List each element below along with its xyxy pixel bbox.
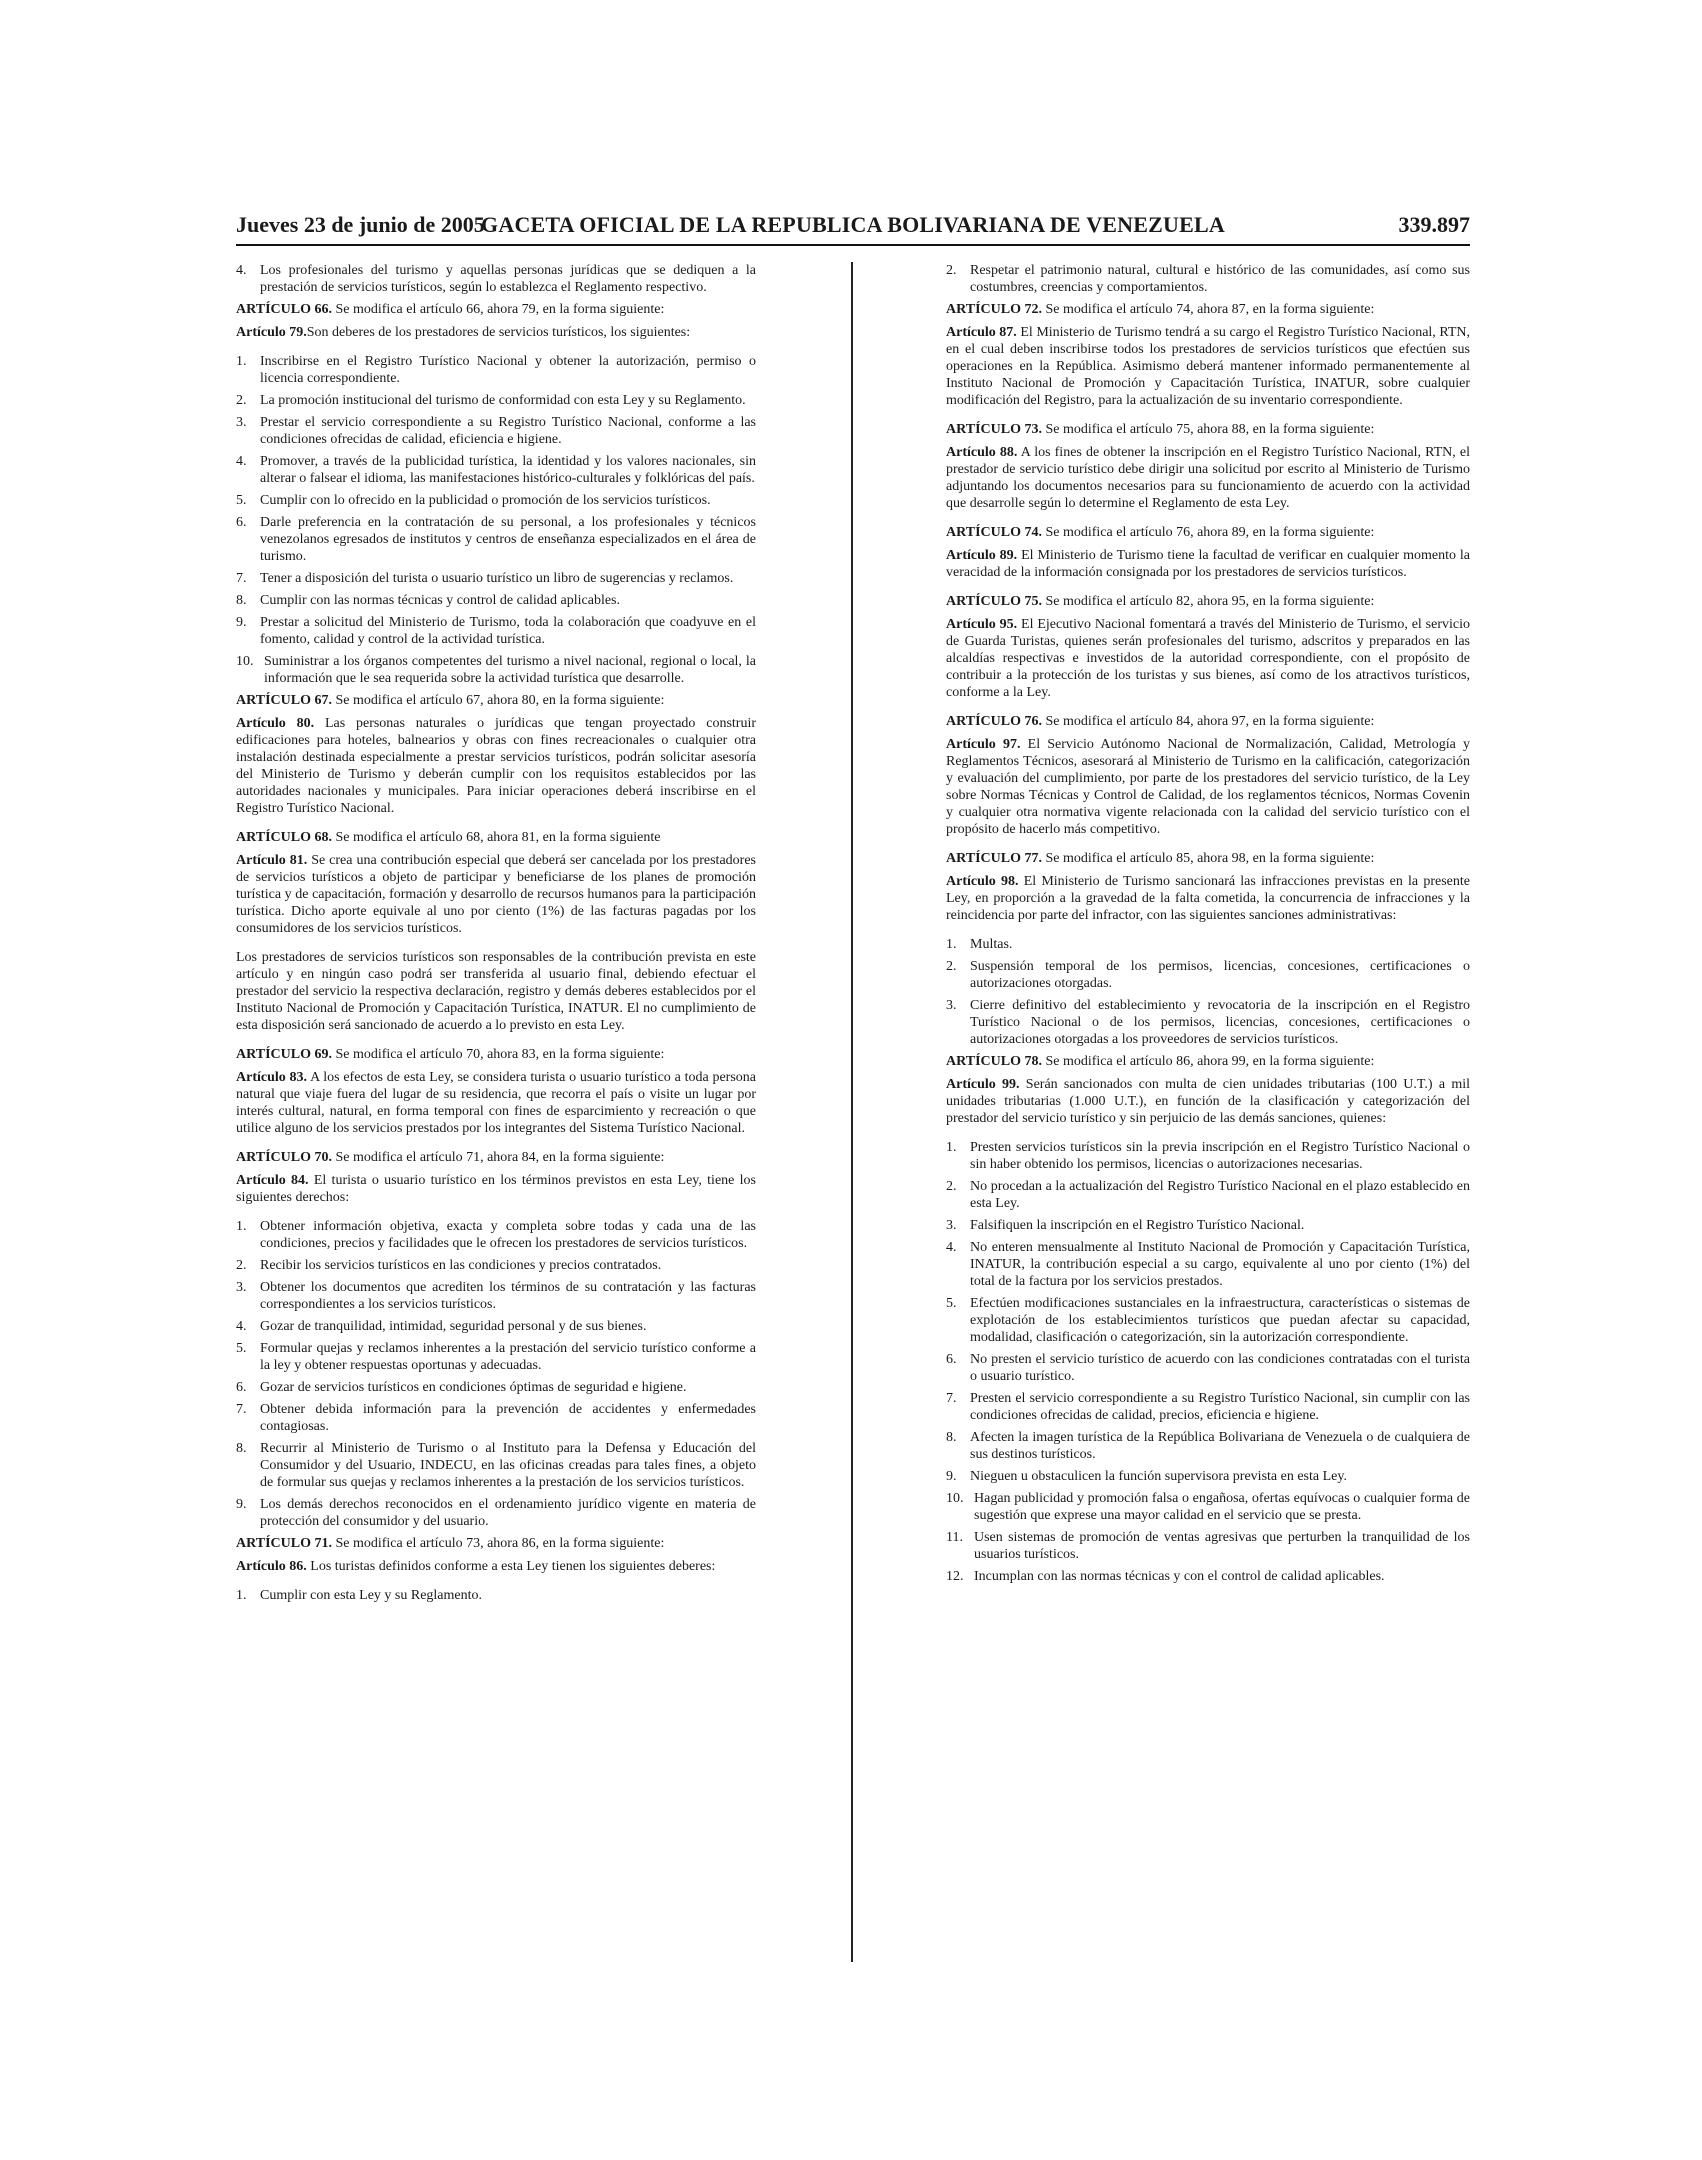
article-text: Se modifica el artículo 67, ahora 80, en la forma siguiente:: [331, 693, 665, 708]
list-item-text: Cumplir con lo ofrecido en la publicidad o promoción de los servicios turísticos.: [260, 493, 711, 508]
article-text: A los fines de obtener la inscripción en el Registro Turístico Nacional, RTN, el prestador de servicio turístico debe dirigir una solicitud por escrito al Ministerio de Turismo adjuntando los documentos necesarios para su funcionamiento de acuerdo con la actividad que desarrolle según lo determine el Reglamento de esta Ley.: [946, 445, 1470, 511]
list-item-text: Presten servicios turísticos sin la previa inscripción en el Registro Turístico Nacional o sin haber obtenido los permisos, licencias o autorizaciones necesarias.: [970, 1140, 1470, 1172]
article-label: Artículo 98.: [946, 874, 1019, 889]
article-text: El turista o usuario turístico en los términos previstos en esta Ley, tiene los siguientes derechos:: [236, 1173, 756, 1205]
list-item-text: Obtener debida información para la prevención de accidentes y enfermedades contagiosas.: [260, 1402, 756, 1434]
article-label: Artículo 79.: [236, 325, 307, 340]
list-item-text: La promoción institucional del turismo de conformidad con esta Ley y su Reglamento.: [260, 393, 746, 408]
article-text: Se modifica el artículo 66, ahora 79, en la forma siguiente:: [331, 302, 665, 317]
article-heading-label: ARTÍCULO 67.: [236, 693, 332, 708]
list-item: [236, 514, 756, 565]
list-item-text: Gozar de servicios turísticos en condiciones óptimas de seguridad e higiene.: [260, 1380, 687, 1395]
article-heading: [236, 1535, 756, 1552]
article-body: [946, 1076, 1470, 1127]
list-item-text: Cumplir con las normas técnicas y control de calidad aplicables.: [260, 593, 620, 608]
article-label: Artículo 80.: [236, 716, 315, 731]
article-heading: [236, 1149, 756, 1166]
list-item-text: No procedan a la actualización del Registro Turístico Nacional en el plazo establecido en esta Ley.: [970, 1179, 1470, 1211]
list-item: [946, 262, 1470, 296]
article-heading-label: ARTÍCULO 77.: [946, 851, 1042, 866]
list-item-text: Cumplir con esta Ley y su Reglamento.: [260, 1588, 483, 1603]
article-heading: [236, 692, 756, 709]
article-body: [946, 616, 1470, 701]
header-page-number: 339.897: [1398, 212, 1470, 237]
page-header: [236, 210, 1470, 246]
list-item-number: 2.: [946, 1179, 957, 1194]
list-item-number: 7.: [236, 571, 247, 586]
list-item-number: 7.: [946, 1391, 957, 1406]
list-item-text: Prestar el servicio correspondiente a su Registro Turístico Nacional, conforme a las condiciones ofrecidas de calidad, eficiencia e higiene.: [260, 415, 756, 447]
list-item: [236, 1218, 756, 1252]
list-item-text: Falsifiquen la inscripción en el Registro Turístico Nacional.: [970, 1218, 1305, 1233]
list-item-text: Suspensión temporal de los permisos, licencias, concesiones, certificaciones o autorizaciones otorgadas.: [970, 959, 1470, 991]
list-item-text: Tener a disposición del turista o usuario turístico un libro de sugerencias y reclamos.: [260, 571, 734, 586]
list-item-text: Obtener información objetiva, exacta y completa sobre todas y cada una de las condiciones, precios y facilidades que le ofrecen los prestadores de servicios turísticos.: [260, 1219, 756, 1251]
list-item-number: 9.: [236, 1497, 247, 1512]
list-item: [236, 414, 756, 448]
list-item: [236, 1340, 756, 1374]
list-item-number: 2.: [946, 263, 957, 278]
column-divider: [851, 262, 853, 1962]
list-item: [236, 453, 756, 487]
list-item-text: Efectúen modificaciones sustanciales en la infraestructura, características o sistemas de explotación de los establecimientos turísticos que puedan afectar su capacidad, modalidad, clasificación o categorización, sin la autorización correspondiente.: [970, 1296, 1470, 1345]
article-text: Se modifica el artículo 70, ahora 83, en la forma siguiente:: [331, 1047, 665, 1062]
list-item: [946, 1490, 1470, 1524]
list-item-number: 1.: [236, 354, 247, 369]
article-heading: [236, 1046, 756, 1063]
article-label: Artículo 99.: [946, 1077, 1020, 1092]
list-item: [236, 1379, 756, 1396]
article-text: El Ministerio de Turismo tendrá a su cargo el Registro Turístico Nacional, RTN, en el cual deben inscribirse todos los prestadores de servicios turísticos que efectúen sus operaciones en la República. Asimismo deberá mantener informado permanentemente al Instituto Nacional de Promoción y Capacitación Turística, INATUR, sobre cualquier modificación del Registro, para la actualización de su inventario correspondiente.: [946, 325, 1471, 408]
article-body: [946, 324, 1470, 409]
list-item: [236, 592, 756, 609]
article-text: Se modifica el artículo 86, ahora 99, en la forma siguiente:: [1041, 1054, 1375, 1069]
list-item-text: Cierre definitivo del establecimiento y revocatoria de la inscripción en el Registro Turístico Nacional o de los permisos, licencias, concesiones, certificaciones o autorizaciones otorgadas a los proveedores de servicios turísticos.: [970, 998, 1470, 1047]
list-item-number: 5.: [946, 1296, 957, 1311]
article-heading-label: ARTÍCULO 75.: [946, 594, 1042, 609]
article-label: Artículo 86.: [236, 1559, 307, 1574]
list-item-number: 2.: [236, 393, 247, 408]
article-text: Son deberes de los prestadores de servicios turísticos, los siguientes:: [306, 325, 691, 340]
list-item-number: 6.: [236, 515, 247, 530]
article-heading-label: ARTÍCULO 78.: [946, 1054, 1042, 1069]
article-heading: [946, 593, 1470, 610]
list-item: [236, 392, 756, 409]
list-item: [946, 1295, 1470, 1346]
article-text: Los turistas definidos conforme a esta Ley tienen los siguientes deberes:: [306, 1559, 716, 1574]
article-body: [236, 852, 756, 937]
article-text: El Ministerio de Turismo sancionará las infracciones previstas en la presente Ley, en proporción a la gravedad de la falta cometida, la concurrencia de infracciones y la reincidencia por parte del infractor, con las siguientes sanciones administrativas:: [946, 874, 1470, 923]
list-item-number: 8.: [236, 1441, 247, 1456]
list-item-text: Obtener los documentos que acrediten los términos de su contratación y las facturas correspondientes a los servicios turísticos.: [260, 1280, 756, 1312]
article-text: Se modifica el artículo 73, ahora 86, en la forma siguiente:: [331, 1536, 665, 1551]
list-item-number: 2.: [236, 1258, 247, 1273]
list-item-number: 7.: [236, 1402, 247, 1417]
article-heading: [946, 850, 1470, 867]
article-text: Se modifica el artículo 85, ahora 98, en la forma siguiente:: [1041, 851, 1375, 866]
list-item-text: Inscribirse en el Registro Turístico Nacional y obtener la autorización, permiso o licencia correspondiente.: [260, 354, 756, 386]
list-item-text: Usen sistemas de promoción de ventas agresivas que perturben la tranquilidad de los usuarios turísticos.: [974, 1530, 1470, 1562]
article-heading-label: ARTÍCULO 74.: [946, 525, 1042, 540]
list-item: [236, 492, 756, 509]
list-item-number: 3.: [946, 1218, 957, 1233]
list-item: [236, 1587, 756, 1604]
article-heading: [946, 301, 1470, 318]
list-item: [236, 262, 756, 296]
header-title: GACETA OFICIAL DE LA REPUBLICA BOLIVARIANA DE VENEZUELA: [481, 212, 1225, 237]
list-item-number: 4.: [236, 263, 247, 278]
list-item-text: Nieguen u obstaculicen la función supervisora prevista en esta Ley.: [970, 1469, 1347, 1484]
article-heading-label: ARTÍCULO 66.: [236, 302, 332, 317]
list-item-text: Prestar a solicitud del Ministerio de Turismo, toda la colaboración que coadyuve en el fomento, calidad y control de la actividad turística.: [260, 615, 756, 647]
list-item: [946, 1139, 1470, 1173]
list-item: [946, 1429, 1470, 1463]
list-item: [236, 614, 756, 648]
list-item-number: 4.: [236, 454, 247, 469]
article-label: Artículo 89.: [946, 548, 1018, 563]
article-body: [236, 715, 756, 817]
article-heading-label: ARTÍCULO 71.: [236, 1536, 332, 1551]
paragraph: Los prestadores de servicios turísticos son responsables de la contribución prevista en este artículo y en ningún caso podrá ser transferida al usuario final, debiendo efectuar el prestador del servicio la respectiva declaración, registro y demás deberes establecidos por el Instituto Nacional de Promoción y Capacitación Turística, INATUR. El no cumplimiento de esta disposición será sancionado de acuerdo a lo previsto en esta Ley.: [236, 950, 756, 1033]
list-item-number: 9.: [946, 1469, 957, 1484]
list-item-text: Afecten la imagen turística de la República Bolivariana de Venezuela o de cualquiera de sus destinos turísticos.: [970, 1430, 1470, 1462]
list-item-number: 1.: [236, 1588, 247, 1603]
article-text: A los efectos de esta Ley, se considera turista o usuario turístico a toda persona natural que viaje fuera del lugar de su residencia, que recorra el país o visite un lugar por interés cultural, natural, en forma temporal con fines de esparcimiento y recreación o que utilice alguno de los servicios prestados por los integrantes del Sistema Turístico Nacional.: [236, 1070, 756, 1136]
article-label: Artículo 97.: [946, 737, 1021, 752]
list-item: [236, 1257, 756, 1274]
list-item: [946, 997, 1470, 1048]
article-heading: [236, 829, 756, 846]
list-item-text: Recibir los servicios turísticos en las condiciones y precios contratados.: [260, 1258, 662, 1273]
article-label: Artículo 84.: [236, 1173, 309, 1188]
list-item-text: Promover, a través de la publicidad turística, la identidad y los valores nacionales, sin alterar o falsear el idioma, las manifestaciones histórico-culturales y folklóricas del país.: [260, 454, 756, 486]
list-item: [946, 1529, 1470, 1563]
list-item: [946, 1390, 1470, 1424]
list-item-text: No enteren mensualmente al Instituto Nacional de Promoción y Capacitación Turística, INATUR, la contribución especial a su cargo, equivalente al uno por ciento (1%) del total de la factura por los servicios prestados.: [970, 1240, 1470, 1289]
list-item-text: Gozar de tranquilidad, intimidad, seguridad personal y de sus bienes.: [260, 1319, 647, 1334]
list-item-text: Incumplan con las normas técnicas y con el control de calidad aplicables.: [974, 1569, 1385, 1584]
article-body: [946, 736, 1470, 838]
list-item: [946, 1217, 1470, 1234]
article-label: Artículo 95.: [946, 617, 1018, 632]
article-body: [236, 1558, 756, 1575]
list-item-number: 5.: [236, 1341, 247, 1356]
list-item-number: 1.: [946, 1140, 957, 1155]
header-date: Jueves 23 de junio de 2005: [236, 212, 485, 237]
article-text: El Ministerio de Turismo tiene la facultad de verificar en cualquier momento la veracidad de la información consignada por los prestadores de servicios turísticos.: [946, 548, 1471, 580]
article-heading-label: ARTÍCULO 72.: [946, 302, 1042, 317]
article-body: [236, 1069, 756, 1137]
list-item: [236, 1496, 756, 1530]
article-body: [946, 547, 1470, 581]
article-text: Se modifica el artículo 68, ahora 81, en la forma siguiente: [331, 830, 661, 845]
list-item-number: 8.: [946, 1430, 957, 1445]
list-item-number: 1.: [236, 1219, 247, 1234]
list-item: [946, 1468, 1470, 1485]
left-column: [236, 262, 756, 1609]
list-item-number: 3.: [236, 415, 247, 430]
article-text: Las personas naturales o jurídicas que tengan proyectado construir edificaciones para hoteles, balnearios y obras con fines recreacionales o cualquier otra instalación destinada especialmente a prestar servicios turísticos, podrán solicitar asesoría del Ministerio de Turismo y deberán cumplir con los requisitos establecidos por las autoridades nacionales y municipales. Para iniciar operaciones deberá inscribirse en el Registro Turístico Nacional.: [236, 716, 757, 816]
list-item-number: 10.: [236, 654, 254, 669]
article-heading-label: ARTÍCULO 70.: [236, 1150, 332, 1165]
article-text: Se crea una contribución especial que deberá ser cancelada por los prestadores de servicios turísticos a objeto de participar y beneficiarse de los planes de promoción turística y de capacitación, formación y desarrollo de recursos humanos para la participación turística. Dicho aporte equivale al uno por ciento (1%) de las facturas pagadas por los consumidores de los servicios turísticos.: [236, 853, 756, 936]
article-text: Se modifica el artículo 84, ahora 97, en la forma siguiente:: [1041, 714, 1375, 729]
article-heading: [236, 301, 756, 318]
list-item: [236, 1440, 756, 1491]
article-text: Se modifica el artículo 75, ahora 88, en la forma siguiente:: [1041, 422, 1375, 437]
article-body: [946, 873, 1470, 924]
list-item: [946, 958, 1470, 992]
article-heading: [946, 421, 1470, 438]
list-item-number: 9.: [236, 615, 247, 630]
list-item-text: Formular quejas y reclamos inherentes a la prestación del servicio turístico conforme a la ley y obtener respuestas oportunas y adecuadas.: [260, 1341, 756, 1373]
article-heading-label: ARTÍCULO 68.: [236, 830, 332, 845]
list-item: [236, 653, 756, 687]
right-column: [946, 262, 1470, 1590]
list-item: [236, 1318, 756, 1335]
article-text: Se modifica el artículo 82, ahora 95, en la forma siguiente:: [1041, 594, 1375, 609]
list-item-number: 1.: [946, 937, 957, 952]
article-body: [946, 444, 1470, 512]
article-text: Serán sancionados con multa de cien unidades tributarias (100 U.T.) a mil unidades tributarias (1.000 U.T.), en función de la clasificación y categorización del prestador del servicio turístico y sin perjuicio de las demás sanciones, quienes:: [946, 1077, 1470, 1126]
list-item-text: Los profesionales del turismo y aquellas personas jurídicas que se dediquen a la prestación de servicios turísticos, según lo establezca el Reglamento respectivo.: [260, 263, 756, 295]
list-item-number: 4.: [946, 1240, 957, 1255]
list-item: [946, 1351, 1470, 1385]
list-item: [946, 1178, 1470, 1212]
article-body: [236, 1172, 756, 1206]
list-item-text: Presten el servicio correspondiente a su Registro Turístico Nacional, sin cumplir con las condiciones ofrecidas de calidad, precios, eficiencia e higiene.: [970, 1391, 1470, 1423]
list-item-text: Los demás derechos reconocidos en el ordenamiento jurídico vigente en materia de protección del consumidor y del usuario.: [260, 1497, 756, 1529]
article-text: El Ejecutivo Nacional fomentará a través del Ministerio de Turismo, el servicio de Guarda Turistas, quienes serán profesionales del turismo, adscritos y preparados en las alcaldías respectivas e investidos de la autoridad correspondiente, con el propósito de contribuir a la protección de los turistas y sus bienes, así como de los atractivos turísticos, conforme a la Ley.: [946, 617, 1471, 700]
list-item-number: 3.: [946, 998, 957, 1013]
list-item: [946, 1239, 1470, 1290]
article-heading: [946, 1053, 1470, 1070]
article-text: El Servicio Autónomo Nacional de Normalización, Calidad, Metrología y Reglamentos Técnicos, asesorará al Ministerio de Turismo en la calificación, categorización y evaluación del cumplimiento, por parte de los prestadores del servicio turístico, de la Ley sobre Normas Técnicas y Control de Calidad, de los reglamentos técnicos, Normas Covenin y cualquier otra normativa vigente relacionada con la calidad del servicio turístico con el propósito de hacerlo más competitivo.: [946, 737, 1470, 837]
list-item-text: Hagan publicidad y promoción falsa o engañosa, ofertas equívocas o cualquier forma de sugestión que exprese una mayor calidad en el servicio que se presta.: [974, 1491, 1470, 1523]
list-item-number: 11.: [946, 1530, 963, 1545]
list-item-text: Respetar el patrimonio natural, cultural e histórico de las comunidades, así como sus costumbres, creencias y comportamientos.: [970, 263, 1470, 295]
article-label: Artículo 88.: [946, 445, 1018, 460]
list-item-number: 6.: [236, 1380, 247, 1395]
article-heading-label: ARTÍCULO 76.: [946, 714, 1042, 729]
list-item: [236, 570, 756, 587]
article-label: Artículo 81.: [236, 853, 308, 868]
list-item: [236, 1401, 756, 1435]
list-item-number: 5.: [236, 493, 247, 508]
list-item-number: 12.: [946, 1569, 964, 1584]
list-item-text: Multas.: [970, 937, 1013, 952]
list-item: [946, 936, 1470, 953]
list-item-number: 10.: [946, 1491, 964, 1506]
article-heading-label: ARTÍCULO 73.: [946, 422, 1042, 437]
list-item-number: 3.: [236, 1280, 247, 1295]
list-item: [236, 1279, 756, 1313]
article-label: Artículo 87.: [946, 325, 1017, 340]
list-item-number: 4.: [236, 1319, 247, 1334]
list-item: [946, 1568, 1470, 1585]
list-item-text: Darle preferencia en la contratación de su personal, a los profesionales y técnicos venezolanos egresados de institutos y centros de enseñanza especializados en el área de turismo.: [260, 515, 756, 564]
article-text: Se modifica el artículo 76, ahora 89, en la forma siguiente:: [1041, 525, 1375, 540]
article-text: Se modifica el artículo 74, ahora 87, en la forma siguiente:: [1041, 302, 1375, 317]
article-label: Artículo 83.: [236, 1070, 308, 1085]
article-heading: [946, 524, 1470, 541]
list-item-text: Suministrar a los órganos competentes del turismo a nivel nacional, regional o local, la información que le sea requerida sobre la actividad turística que desarrolle.: [264, 654, 756, 686]
list-item: [236, 353, 756, 387]
article-heading: [946, 713, 1470, 730]
article-text: Se modifica el artículo 71, ahora 84, en la forma siguiente:: [331, 1150, 665, 1165]
list-item-text: Recurrir al Ministerio de Turismo o al Instituto para la Defensa y Educación del Consumidor y del Usuario, INDECU, en las oficinas creadas para tales fines, a objeto de formular sus quejas y reclamos inherentes a la prestación de los servicios turísticos.: [260, 1441, 756, 1490]
article-heading-label: ARTÍCULO 69.: [236, 1047, 332, 1062]
list-item-number: 8.: [236, 593, 247, 608]
list-item-number: 2.: [946, 959, 957, 974]
list-item-text: No presten el servicio turístico de acuerdo con las condiciones contratadas con el turista o usuario turístico.: [970, 1352, 1470, 1384]
list-item-number: 6.: [946, 1352, 957, 1367]
article-body: [236, 324, 756, 341]
